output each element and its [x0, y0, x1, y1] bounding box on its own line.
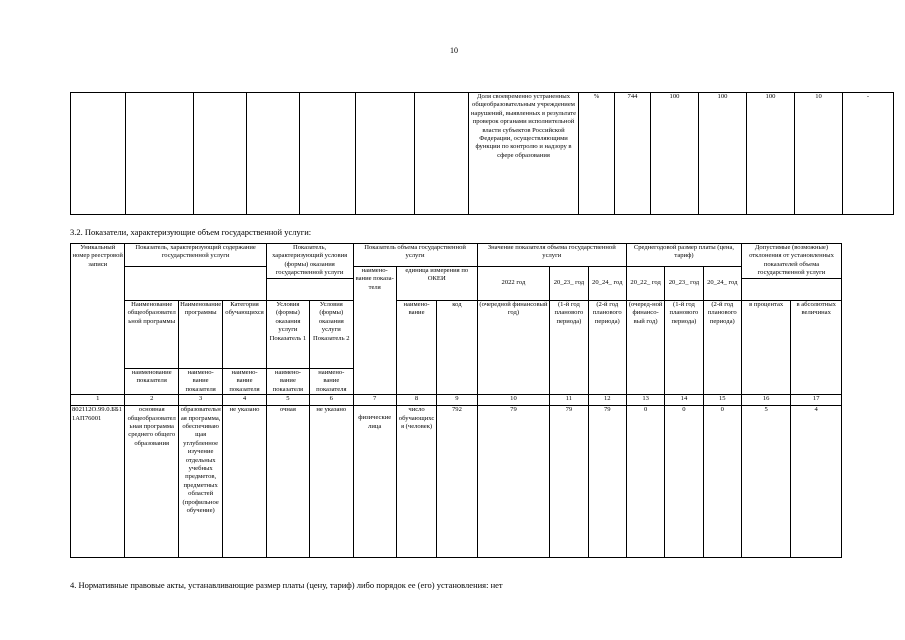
header-program-title: Наименование программы — [178, 301, 222, 369]
empty-cell — [71, 93, 126, 215]
header-year-2024: 20_24_ год — [588, 267, 626, 301]
param-name: наимено-вание показателя — [266, 369, 309, 395]
header-year-2022-sub: (очередной финансовый год) — [477, 301, 550, 395]
value-2023: 79 — [550, 406, 588, 558]
deviation-percent: 5 — [741, 406, 790, 558]
deviation-abs: 4 — [791, 406, 842, 558]
value-2023: 100 — [699, 93, 747, 215]
empty-cell — [247, 93, 300, 215]
col-number: 1 — [71, 395, 125, 406]
section-3-2-title: 3.2. Показатели, характеризующие объем государственной услуги: — [70, 227, 312, 237]
param-name: наимено-вание показателя — [223, 369, 266, 395]
unit-name: число обучающихся (человек) — [396, 406, 436, 558]
header-fee-group: Среднегодовой размер платы (цена, тариф) — [626, 244, 741, 267]
col-number: 3 — [178, 395, 222, 406]
value-2022: 79 — [477, 406, 550, 558]
header-fee-2023: 20_23_ год — [665, 267, 703, 301]
header-unit-okei: единица измерения по ОКЕИ — [396, 267, 477, 301]
col-number: 17 — [791, 395, 842, 406]
header-fee-2022-sub: (очеред-ной финансо-вый год) — [626, 301, 664, 395]
condition-2: не указано — [310, 406, 353, 558]
volume-table — [70, 243, 842, 558]
header-fee-2022: 20_22_ год — [626, 267, 664, 301]
header-conditions-group: Показатель, характеризующий условия (формы) оказания государственной услуги — [266, 244, 353, 279]
empty-cell — [125, 267, 266, 301]
col-number: 2 — [125, 395, 178, 406]
col-number: 8 — [396, 395, 436, 406]
header-year-2023-sub: (1-й год планового периода) — [550, 301, 588, 395]
col-number: 14 — [665, 395, 703, 406]
indicator-text: Доля своевременно устраненных общеобразовательным учреждением нарушений, выявленных в результате проверок органами исполнительной власти субъектов Российской Федерации, осуществляющими функции по контролю и надзору в сфере образования — [469, 93, 579, 215]
empty-cell — [300, 93, 356, 215]
header-year-2024-sub: (2-й год планового периода) — [588, 301, 626, 395]
header-volume-group: Показатель объема государственной услуги — [353, 244, 477, 267]
param-name: наимено-вание показателя — [310, 369, 353, 395]
header-unit-name: наимено-вание — [396, 301, 436, 395]
header-program-name: Наименование общеобразовательной программы — [125, 301, 178, 369]
param-name: наименование показателя — [125, 369, 178, 395]
fee-2023: 0 — [665, 406, 703, 558]
reg-number: 802112О.99.0.ББ11АП76001 — [71, 406, 125, 558]
value-2024: 79 — [588, 406, 626, 558]
header-fee-2023-sub: (1-й год планового периода) — [665, 301, 703, 395]
value-2024: 100 — [747, 93, 795, 215]
header-unit-code: код — [437, 301, 477, 395]
empty-cell — [126, 93, 194, 215]
col-number: 9 — [437, 395, 477, 406]
col-number: 4 — [223, 395, 266, 406]
header-indicator-name: наимено-вание показа-теля — [353, 267, 396, 395]
unit-cell: % — [579, 93, 615, 215]
category: не указано — [223, 406, 266, 558]
header-value-group: Значение показателя объема государственной услуги — [477, 244, 626, 267]
fee-2024: 0 — [703, 406, 741, 558]
col-number: 12 — [588, 395, 626, 406]
empty-cell — [194, 93, 247, 215]
section-4-text: 4. Нормативные правовые акты, устанавливающие размер платы (цену, тариф) либо порядок ее (его) установления: нет — [70, 580, 503, 590]
col-number: 16 — [741, 395, 790, 406]
unit-code: 792 — [437, 406, 477, 558]
col-number: 11 — [550, 395, 588, 406]
form: очная — [266, 406, 309, 558]
quality-table-continuation — [70, 92, 894, 215]
page-number: 10 — [450, 46, 458, 55]
program-name: образовательная программа, обеспечивающая углубленное изучение отдельных учебных предметов, предметных областей (профильное обучение) — [178, 406, 222, 558]
okei-cell: 744 — [615, 93, 651, 215]
header-year-2022: 2022 год — [477, 267, 550, 301]
col-number: 5 — [266, 395, 309, 406]
header-condition-1: Условия (формы) оказания услуги Показатель 1 — [266, 301, 309, 369]
deviation-abs: - — [843, 93, 894, 215]
header-in-abs: в абсолютных величинах — [791, 301, 842, 395]
program: основная общеобразовательная программа среднего общего образования — [125, 406, 178, 558]
header-in-percent: в процентах — [741, 301, 790, 395]
empty-cell — [415, 93, 469, 215]
empty-cell — [266, 279, 353, 301]
header-deviation-group: Допустимые (возможные) отклонения от установленных показателей объема государственной услуги — [741, 244, 841, 279]
deviation-percent: 10 — [795, 93, 843, 215]
param-name: наимено-вание показателя — [178, 369, 222, 395]
col-number: 13 — [626, 395, 664, 406]
header-year-2023: 20_23_ год — [550, 267, 588, 301]
col-number: 7 — [353, 395, 396, 406]
col-number: 6 — [310, 395, 353, 406]
value-2022: 100 — [651, 93, 699, 215]
empty-cell — [356, 93, 415, 215]
empty-cell — [741, 279, 841, 301]
fee-2022: 0 — [626, 406, 664, 558]
header-unique-number: Уникальный номер реестровой записи — [71, 244, 125, 395]
header-fee-2024-sub: (2-й год планового периода) — [703, 301, 741, 395]
col-number: 15 — [703, 395, 741, 406]
header-fee-2024: 20_24_ год — [703, 267, 741, 301]
header-category: Категория обучающихся — [223, 301, 266, 369]
header-condition-2: Условия (формы) оказания услуги Показатель 2 — [310, 301, 353, 369]
indicator: физические лица — [353, 406, 396, 558]
col-number: 10 — [477, 395, 550, 406]
header-content-group: Показатель, характеризующий содержание государственной услуги — [125, 244, 266, 267]
